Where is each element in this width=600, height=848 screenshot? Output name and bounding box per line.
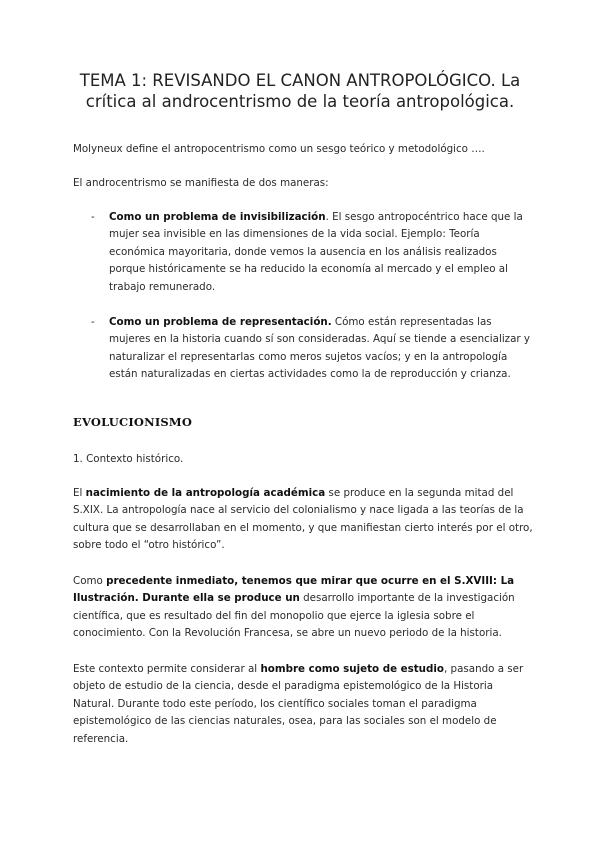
- list-item-bold: Como un problema de invisibilización: [109, 211, 326, 223]
- text-run: se produce en la segunda mitad del S.XIX. La antropología nace al servicio del colonialismo y nace ligada a las teorías de la cultura que se desarrollaban en el momento, y que manifiestan cierto interés por el otro, sobre todo el “otro histórico”.: [73, 487, 533, 552]
- text-run: Como: [73, 575, 107, 587]
- list-item-bold: Como un problema de representación.: [109, 316, 332, 328]
- list-item-text: [109, 314, 531, 384]
- intro-paragraph-1: Molyneux define el antropocentrismo como un sesgo teórico y metodológico ….: [73, 143, 485, 155]
- section-heading: EVOLUCIONISMO: [73, 415, 193, 429]
- list-item: [91, 314, 531, 384]
- bold-run: nacimiento de la antropología académica: [85, 487, 326, 499]
- list-item-body: Cómo están representadas las mujeres en la historia cuando sí son consideradas. Aquí se tiende a esencializar y naturalizar el representarlas como meros sujetos vacíos; y en la antropología están naturalizadas en ciertas actividades como la de reproducción y crianza.: [109, 316, 531, 381]
- text-run: Este contexto permite considerar al: [73, 663, 261, 675]
- text-run: El: [73, 487, 86, 499]
- list-bullet: -: [91, 211, 95, 223]
- list-bullet: -: [91, 316, 95, 328]
- bold-run: precedente inmediato, tenemos que mirar que ocurre en el S.XVIII: La Ilustración. Durante ella se produce un: [73, 575, 515, 605]
- list-item: [91, 209, 531, 296]
- list-item-body: . El sesgo antropocéntrico hace que la mujer sea invisible en las dimensiones de la vida social. Ejemplo: Teoría económica mayoritaria, donde vemos la ausencia en los análisis realizados porque históricamente se ha reducido la economía al mercado y el empleo al trabajo remunerado.: [109, 211, 523, 293]
- page-title: TEMA 1: REVISANDO EL CANON ANTROPOLÓGICO. La crítica al androcentrismo de la teoría antropológica.: [79, 71, 521, 111]
- section-paragraph-3: [73, 661, 533, 748]
- section-subheading: 1. Contexto histórico.: [73, 453, 184, 465]
- text-run: , pasando a ser objeto de estudio de la ciencia, desde el paradigma epistemológico de la Historia Natural. Durante todo este período, los científico sociales toman el paradigma epistemológico de las ciencias naturales, osea, para las sociales son el modelo de referencia.: [73, 663, 524, 745]
- section-paragraph-1: [73, 485, 533, 555]
- list-item-text: [109, 209, 531, 296]
- text-run: desarrollo importante de la investigación científica, que es resultado del fin del monopolio que ejerce la iglesia sobre el conocimiento. Con la Revolución Francesa, se abre un nuevo periodo de la historia.: [73, 592, 515, 640]
- section-paragraph-2: [73, 573, 533, 643]
- intro-paragraph-2: El androcentrismo se manifiesta de dos maneras:: [73, 177, 329, 189]
- bold-run: hombre como sujeto de estudio: [260, 663, 444, 675]
